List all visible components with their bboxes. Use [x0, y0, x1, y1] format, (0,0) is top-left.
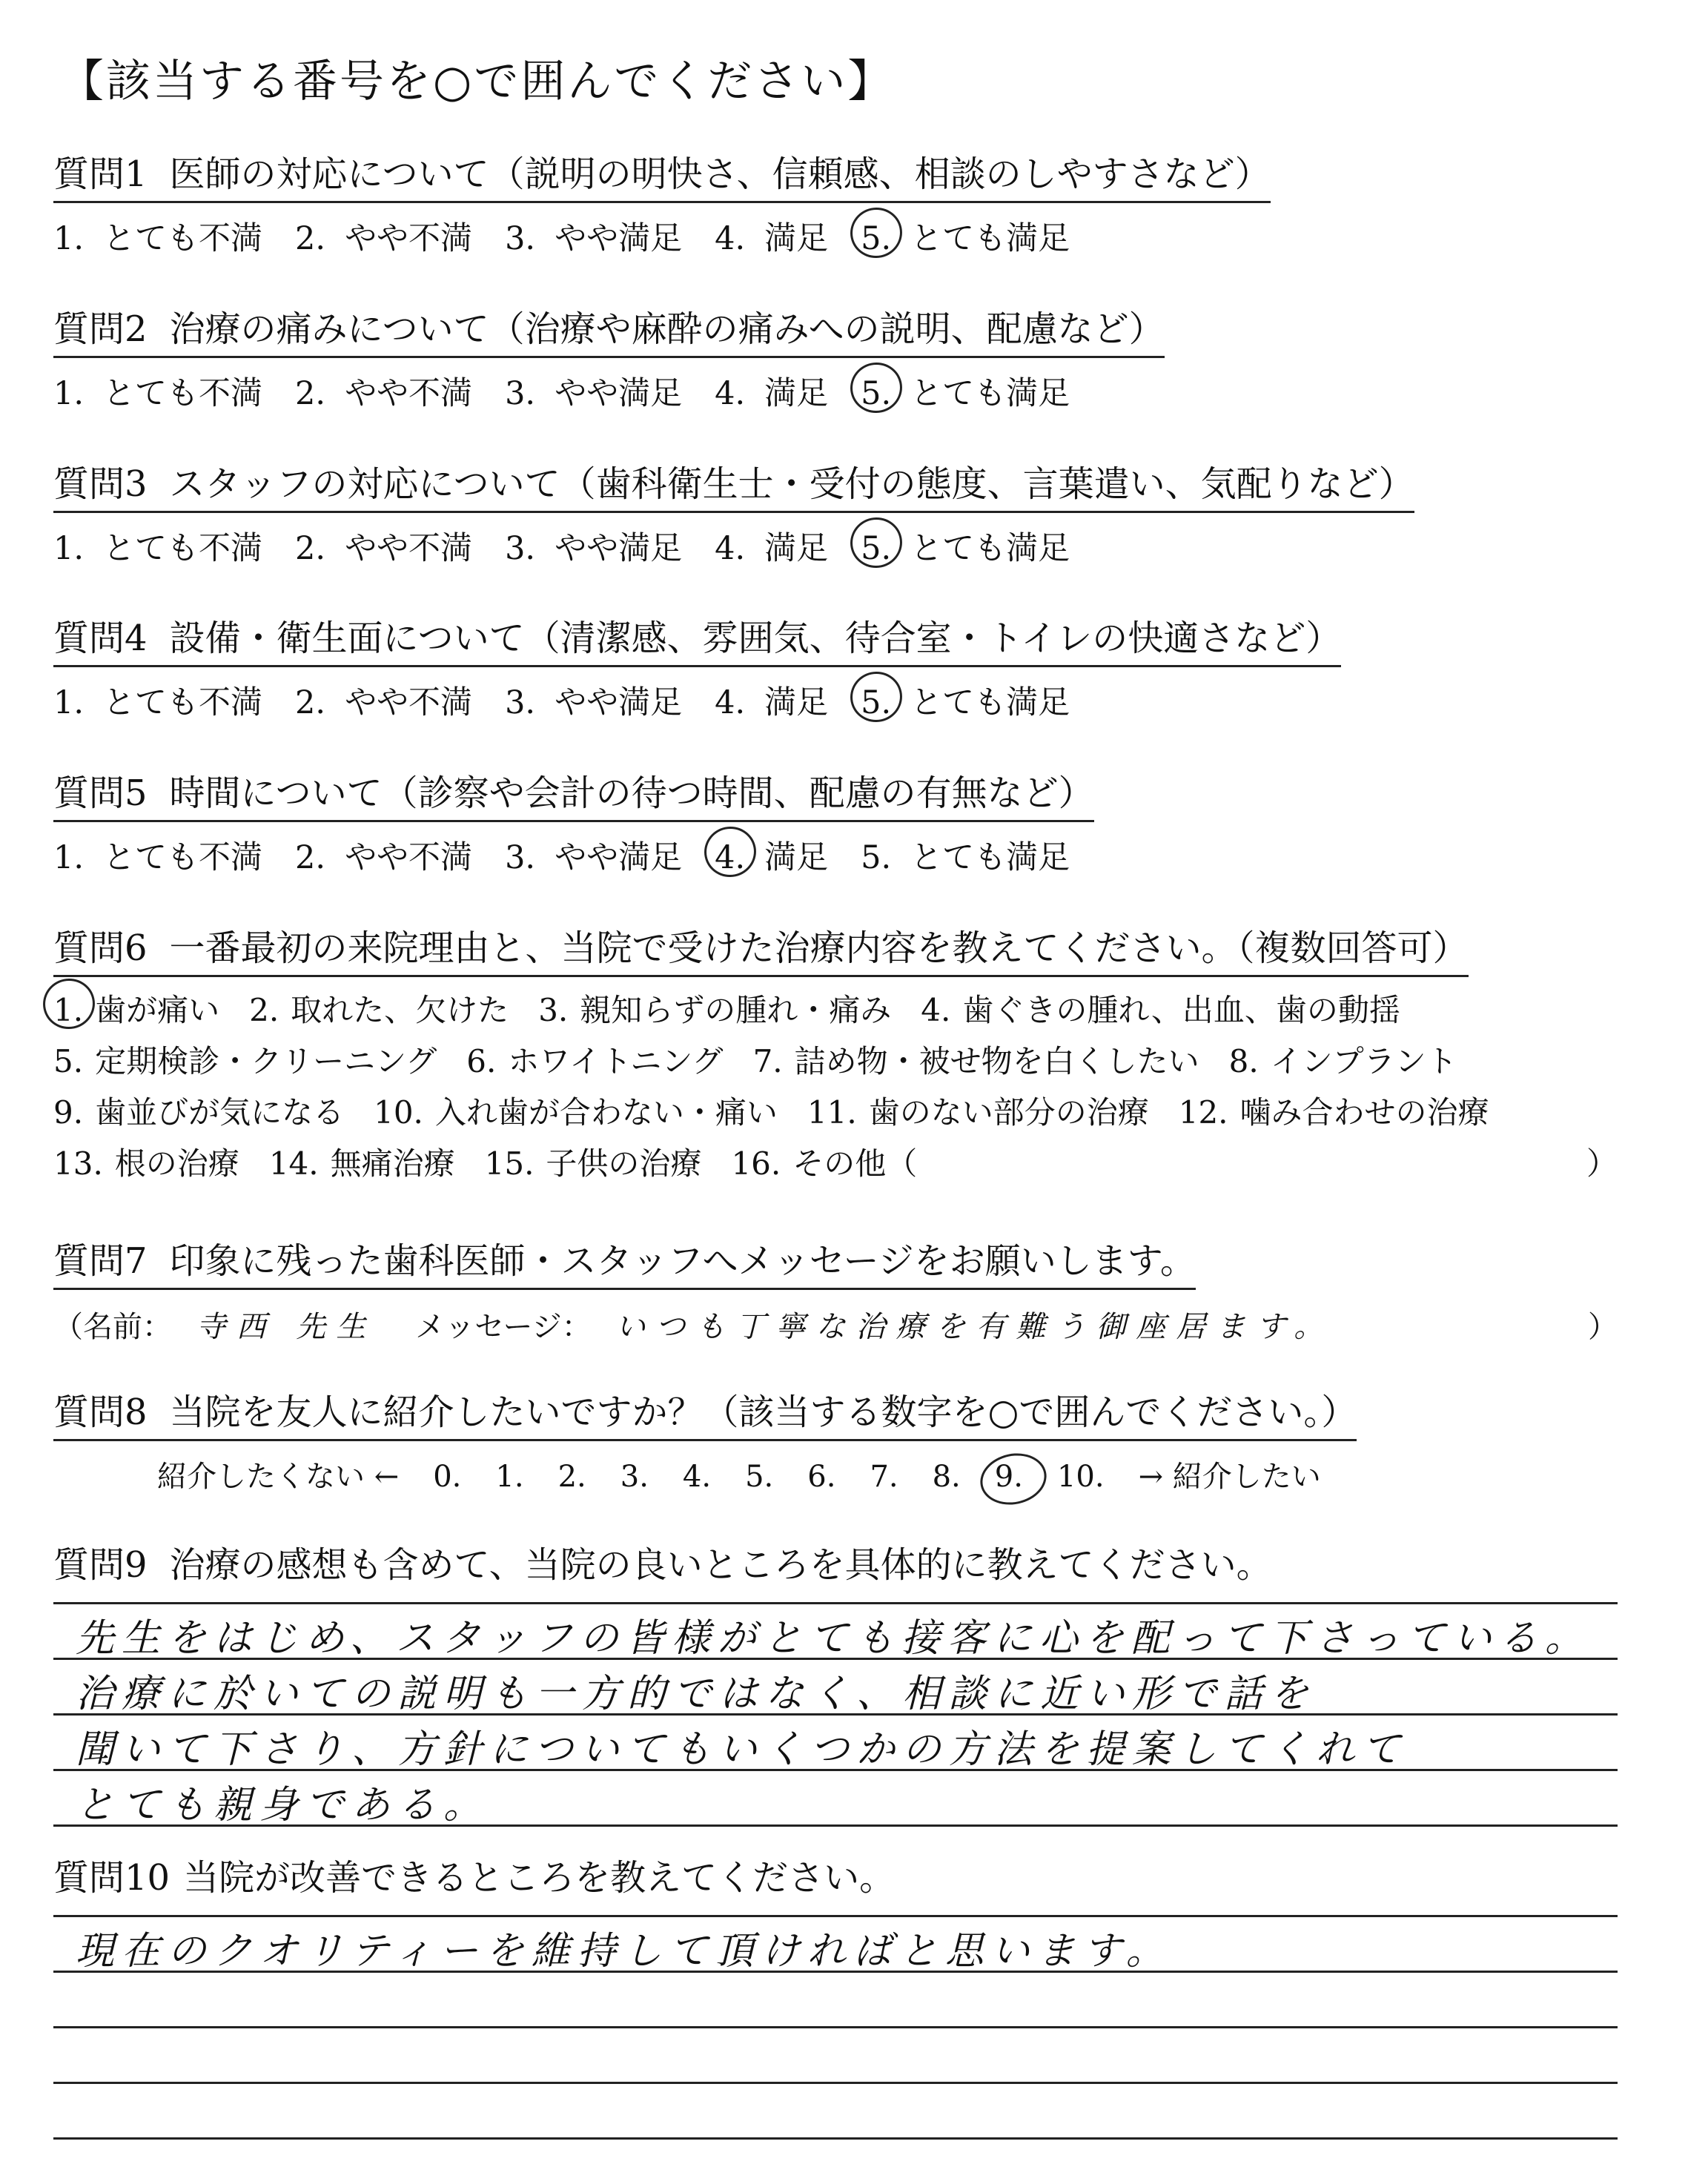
option-number: 4.: [715, 530, 746, 567]
message-row: [53, 1303, 1618, 1346]
question-text: 治療の感想も含めて、当院の良いところを具体的に教えてください。: [169, 1544, 1272, 1586]
question-text: 時間について（診察や会計の待つ時間、配慮の有無など）: [169, 772, 1094, 814]
reason-option[interactable]: [249, 985, 509, 1036]
option-number: 3.: [538, 992, 569, 1028]
rating-option[interactable]: [295, 214, 472, 259]
question-number: 質問9: [53, 1544, 148, 1586]
reason-option[interactable]: [807, 1087, 1149, 1138]
scale-value-text: 1.: [495, 1460, 524, 1494]
question-text: 印象に残った歯科医師・スタッフへメッセージをお願いします。: [169, 1240, 1196, 1282]
option-number: 5.: [861, 684, 892, 721]
option-label: やや満足: [555, 220, 683, 257]
option-number: 13.: [53, 1145, 103, 1182]
rating-option[interactable]: [505, 214, 682, 259]
question-text: 治療の痛みについて（治療や麻酔の痛みへの説明、配慮など）: [169, 308, 1165, 350]
rating-option[interactable]: [505, 678, 682, 723]
option-number: 11.: [807, 1094, 857, 1131]
scale-value-text: 7.: [870, 1460, 898, 1494]
rating-option[interactable]: [715, 833, 828, 878]
option-label: とても満足: [910, 375, 1070, 412]
option-label: 満足: [764, 220, 829, 257]
handwritten-answer-line: とても親身である。: [76, 1783, 490, 1827]
option-number: 10.: [374, 1094, 423, 1131]
option-label: 歯のない部分の治療: [868, 1094, 1149, 1131]
option-label: 歯並びが気になる: [95, 1094, 345, 1131]
reason-option[interactable]: [753, 1036, 1199, 1087]
rating-option[interactable]: [861, 833, 1070, 878]
question-number: 質問4: [53, 618, 148, 659]
question-3: [53, 455, 1414, 569]
option-label: 取れた、欠けた: [291, 992, 509, 1028]
scale-value[interactable]: [495, 1460, 523, 1494]
option-label: 親知らずの腫れ・痛み: [580, 992, 892, 1028]
rating-option[interactable]: [861, 214, 1070, 259]
question-number: 質問8: [53, 1392, 148, 1433]
reason-option[interactable]: [731, 1138, 917, 1189]
scale-value-text: 6.: [807, 1460, 836, 1494]
option-label: 定期検診・クリーニング: [95, 1043, 437, 1079]
option-number: 3.: [505, 839, 536, 876]
answer-lines: [53, 1915, 1618, 2167]
question-number: 質問6: [53, 927, 148, 969]
option-label: 詰め物・被せ物を白くしたい: [794, 1043, 1199, 1079]
rating-options: [53, 678, 1341, 723]
scale-value-text: 5.: [745, 1460, 774, 1494]
question-text: 当院が改善できるところを教えてください。: [183, 1857, 896, 1899]
option-number: 7.: [752, 1043, 783, 1079]
handwritten-answer-line: 治療に於いての説明も一方的ではなく、相談に近い形で話を: [76, 1672, 1316, 1716]
option-label: 満足: [764, 530, 829, 567]
rating-option[interactable]: [861, 368, 1070, 414]
option-label: とても不満: [103, 375, 263, 412]
option-number: 5.: [861, 375, 892, 412]
rating-option[interactable]: [715, 523, 828, 569]
name-value: 寺西 先生: [196, 1310, 377, 1344]
option-label: やや不満: [345, 220, 473, 257]
rating-option[interactable]: [715, 214, 828, 259]
scale-value[interactable]: [620, 1460, 649, 1494]
option-number: 4.: [715, 375, 746, 412]
rating-option[interactable]: [861, 523, 1070, 569]
question-2: [53, 300, 1165, 414]
option-label: その他（: [792, 1145, 918, 1182]
question-1: [53, 145, 1271, 259]
rating-option[interactable]: [295, 678, 472, 723]
option-number: 2.: [295, 530, 326, 567]
option-label: とても不満: [103, 684, 263, 721]
option-label: やや満足: [555, 839, 683, 876]
option-number: 2.: [295, 375, 326, 412]
scale-value[interactable]: [558, 1460, 586, 1494]
option-number: 12.: [1178, 1094, 1228, 1131]
scale-value[interactable]: [433, 1460, 461, 1494]
reason-row: [53, 1138, 1618, 1189]
question-7: [53, 1232, 1618, 1346]
ruled-line: [53, 1602, 1618, 1604]
option-label: 入れ歯が合わない・痛い: [434, 1094, 778, 1131]
question-number: 質問3: [53, 463, 148, 505]
question-text: 設備・衛生面について（清潔感、雰囲気、待合室・トイレの快適さなど）: [169, 618, 1342, 659]
option-number: 1.: [53, 839, 85, 876]
option-label: とても不満: [103, 530, 263, 567]
reason-option[interactable]: [269, 1138, 455, 1189]
question-4: [53, 609, 1341, 723]
rating-option[interactable]: [505, 523, 682, 569]
reason-options: [53, 985, 1618, 1189]
answer-lines: [53, 1602, 1618, 1884]
question-9: [53, 1536, 1618, 1884]
option-label: やや満足: [555, 530, 683, 567]
scale-value[interactable]: [1057, 1460, 1105, 1494]
option-number: 6.: [466, 1043, 497, 1079]
question-number: 質問1: [53, 153, 148, 195]
option-label: やや満足: [555, 684, 683, 721]
selection-circle: [39, 973, 100, 1033]
scale-value[interactable]: [745, 1460, 773, 1494]
handwritten-answer-line: 聞いて下さり、方針についてもいくつかの方法を提案してくれて: [76, 1727, 1408, 1772]
scale-value-text: 0.: [433, 1460, 462, 1494]
selection-circle: [846, 666, 907, 727]
option-number: 4.: [921, 992, 951, 1028]
handwritten-answer-line: 現在のクオリティーを維持して頂ければと思います。: [76, 1929, 1172, 1974]
selection-circle: [846, 202, 907, 262]
option-number: 2.: [295, 684, 326, 721]
instruction-header: 【該当する番号を○で囲んでください】: [59, 56, 895, 107]
option-number: 2.: [295, 220, 326, 257]
option-label: とても満足: [910, 220, 1070, 257]
question-8: [53, 1383, 1357, 1495]
recommend-scale: [157, 1453, 1357, 1495]
selection-circle: [700, 821, 761, 881]
option-number: 3.: [505, 530, 536, 567]
scale-value-text: 10.: [1056, 1460, 1105, 1494]
option-number: 3.: [505, 375, 536, 412]
option-label: 噛み合わせの治療: [1239, 1094, 1489, 1131]
reason-option[interactable]: [53, 985, 219, 1036]
ruled-line: [53, 2137, 1618, 2140]
reason-option[interactable]: [538, 985, 891, 1036]
option-label: とても不満: [103, 839, 263, 876]
option-number: 2.: [249, 992, 279, 1028]
scale-value-text: 4.: [682, 1460, 712, 1494]
option-number: 8.: [1228, 1043, 1259, 1079]
option-label: インプラント: [1270, 1043, 1457, 1079]
rating-options: [53, 523, 1414, 569]
reason-option[interactable]: [53, 1087, 344, 1138]
option-number: 2.: [295, 839, 326, 876]
rating-option[interactable]: [295, 833, 472, 878]
question-number: 質問10: [53, 1857, 171, 1899]
reason-row: [53, 1087, 1618, 1138]
message-value: いつも丁寧な治療を有難う御座居ます。: [615, 1310, 1334, 1344]
option-number: 5.: [861, 839, 892, 876]
rating-option[interactable]: [53, 523, 262, 569]
scale-value[interactable]: [870, 1460, 898, 1494]
ruled-line: [53, 2026, 1618, 2028]
question-6: [53, 919, 1618, 1189]
option-number: 1.: [53, 220, 85, 257]
option-number: 5.: [861, 220, 892, 257]
scale-value-text: 3.: [620, 1460, 649, 1494]
option-label: 子供の治療: [546, 1145, 702, 1182]
question-number: 質問2: [53, 308, 148, 350]
rating-option[interactable]: [715, 678, 828, 723]
close-paren: ）: [1586, 1145, 1618, 1182]
rating-option[interactable]: [53, 214, 262, 259]
option-number: 5.: [861, 530, 892, 567]
question-text: 医師の対応について（説明の明快さ、信頼感、相談のしやすさなど）: [169, 153, 1271, 195]
option-number: 4.: [715, 839, 746, 876]
option-number: 3.: [505, 220, 536, 257]
reason-option[interactable]: [374, 1087, 778, 1138]
option-label: やや満足: [555, 375, 683, 412]
option-label: やや不満: [345, 839, 473, 876]
option-number: 1.: [53, 530, 85, 567]
message-label: メッセージ：: [415, 1310, 592, 1344]
rating-options: [53, 833, 1102, 878]
question-text: 一番最初の来院理由と、当院で受けた治療内容を教えてください。（複数回答可）: [169, 927, 1469, 969]
option-number: 5.: [53, 1043, 84, 1079]
rating-option[interactable]: [715, 368, 828, 414]
question-number: 質問5: [53, 772, 148, 814]
reason-option[interactable]: [921, 985, 1400, 1036]
option-label: 歯が痛い: [95, 992, 220, 1028]
option-number: 16.: [731, 1145, 781, 1182]
option-number: 1.: [53, 992, 84, 1028]
option-label: やや不満: [345, 375, 473, 412]
option-number: 1.: [53, 375, 85, 412]
reason-option[interactable]: [53, 1036, 437, 1087]
ruled-line: [53, 1915, 1618, 1917]
scale-value-text: 2.: [557, 1460, 586, 1494]
question-10: [53, 1849, 1618, 2167]
option-label: やや不満: [345, 530, 473, 567]
option-label: 満足: [764, 375, 829, 412]
reason-option[interactable]: [466, 1036, 723, 1087]
selection-circle: [846, 357, 907, 417]
rating-option[interactable]: [53, 678, 262, 723]
option-label: 満足: [764, 684, 829, 721]
name-label: （名前：: [53, 1310, 172, 1344]
rating-options: [53, 214, 1271, 259]
rating-options: [53, 368, 1165, 414]
rating-option[interactable]: [53, 833, 262, 878]
rating-option[interactable]: [505, 833, 682, 878]
selection-circle: [976, 1447, 1051, 1510]
option-number: 15.: [484, 1145, 534, 1182]
rating-option[interactable]: [53, 368, 262, 414]
scale-value[interactable]: [995, 1460, 1023, 1494]
rating-option[interactable]: [295, 368, 472, 414]
scale-value-text: 8.: [932, 1460, 961, 1494]
option-number: 3.: [505, 684, 536, 721]
rating-option[interactable]: [505, 368, 682, 414]
rating-option[interactable]: [861, 678, 1070, 723]
option-number: 1.: [53, 684, 85, 721]
option-label: とても満足: [910, 530, 1070, 567]
scale-right-label: → 紹介したい: [1138, 1460, 1321, 1494]
reason-option[interactable]: [1179, 1087, 1489, 1138]
option-label: とても満足: [910, 839, 1070, 876]
reason-option[interactable]: [53, 1138, 239, 1189]
scale-value[interactable]: [933, 1460, 961, 1494]
scale-value-text: 9.: [994, 1460, 1023, 1494]
option-label: やや不満: [345, 684, 473, 721]
question-number: 質問7: [53, 1240, 148, 1282]
option-number: 4.: [715, 684, 746, 721]
option-label: 根の治療: [114, 1145, 239, 1182]
reason-row: [53, 985, 1618, 1036]
reason-option[interactable]: [485, 1138, 702, 1189]
scale-value[interactable]: [807, 1460, 835, 1494]
option-number: 9.: [53, 1094, 84, 1131]
question-5: [53, 764, 1102, 878]
rating-option[interactable]: [295, 523, 472, 569]
question-text: 当院を友人に紹介したいですか？（該当する数字を○で囲んでください。）: [169, 1392, 1357, 1433]
option-number: 14.: [268, 1145, 319, 1182]
selection-circle: [846, 512, 907, 572]
option-label: 無痛治療: [330, 1145, 455, 1182]
reason-option[interactable]: [1229, 1036, 1457, 1087]
close-paren: ）: [1588, 1310, 1618, 1344]
scale-left-label: 紹介したくない ←: [157, 1460, 400, 1494]
option-label: とても満足: [910, 684, 1070, 721]
option-label: ホワイトニング: [508, 1043, 724, 1079]
handwritten-answer-line: 先生をはじめ、スタッフの皆様がとても接客に心を配って下さっている。: [76, 1616, 1591, 1661]
option-number: 4.: [715, 220, 746, 257]
option-label: 満足: [764, 839, 829, 876]
question-text: スタッフの対応について（歯科衛生士・受付の態度、言葉遣い、気配りなど）: [169, 463, 1414, 505]
reason-row: [53, 1036, 1618, 1087]
scale-value[interactable]: [683, 1460, 711, 1494]
option-label: 歯ぐきの腫れ、出血、歯の動揺: [962, 992, 1400, 1028]
option-label: とても不満: [103, 220, 263, 257]
ruled-line: [53, 2082, 1618, 2084]
